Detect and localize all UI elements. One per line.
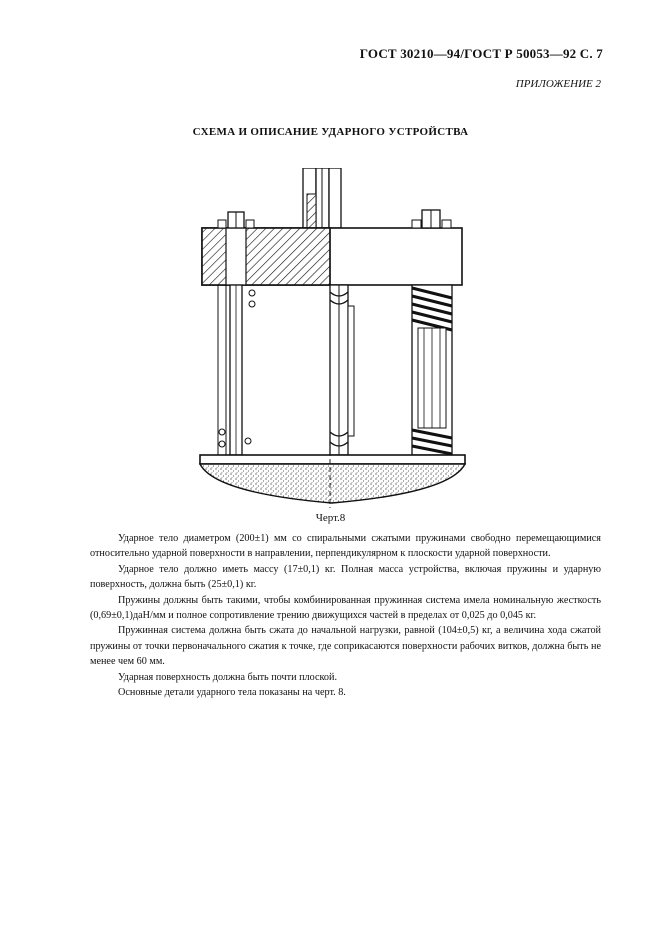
crossbar — [202, 228, 462, 285]
document-reference: ГОСТ 30210—94/ГОСТ Р 50053—92 С. 7 — [359, 46, 603, 61]
left-nut — [218, 212, 254, 228]
right-nut — [412, 210, 451, 228]
paragraph: Ударная поверхность должна быть почти плоской. — [118, 671, 338, 683]
paragraph: Пружины должны быть такими, чтобы комбинированная пружинная система имела номинальную жесткость (0,69±0,1)даН/мм и полное сопротивление трению движущихся частей в пределах от 0,025 до 0,045 кг. — [90, 594, 601, 622]
left-guide-rod — [218, 285, 255, 455]
figure-caption: Черт.8 — [315, 512, 346, 524]
paragraph: Основные детали ударного тела показаны на черт. 8. — [118, 687, 346, 699]
paragraph: Пружинная система должна быть сжата до начальной нагрузки, равной (104±0,5) кг, а величина хода сжатой пружины от точки первоначального сжатия к точке, где соприкасаются поверхности рабочих витков, должна быть не менее чем 60 мм. — [90, 625, 601, 668]
paragraph: Ударное тело диаметром (200±1) мм со спиральными сжатыми пружинами свободно перемещающимися относительно ударной поверхности в направлении, перпендикулярном к плоскости ударной поверхности. — [90, 533, 601, 560]
appendix-label: ПРИЛОЖЕНИЕ 2 — [515, 78, 601, 90]
top-rod — [303, 168, 341, 228]
impact-device-drawing — [190, 168, 480, 510]
right-spring — [412, 285, 452, 455]
impact-plate — [200, 451, 465, 508]
section-title: СХЕМА И ОПИСАНИЕ УДАРНОГО УСТРОЙСТВА — [192, 126, 469, 138]
paragraph: Ударное тело должно иметь массу (17±0,1) кг. Полная масса устройства, включая пружины и ударную поверхность, должна быть (25±0,1) кг. — [90, 563, 601, 591]
description-text — [90, 531, 601, 700]
center-spring — [330, 285, 354, 455]
